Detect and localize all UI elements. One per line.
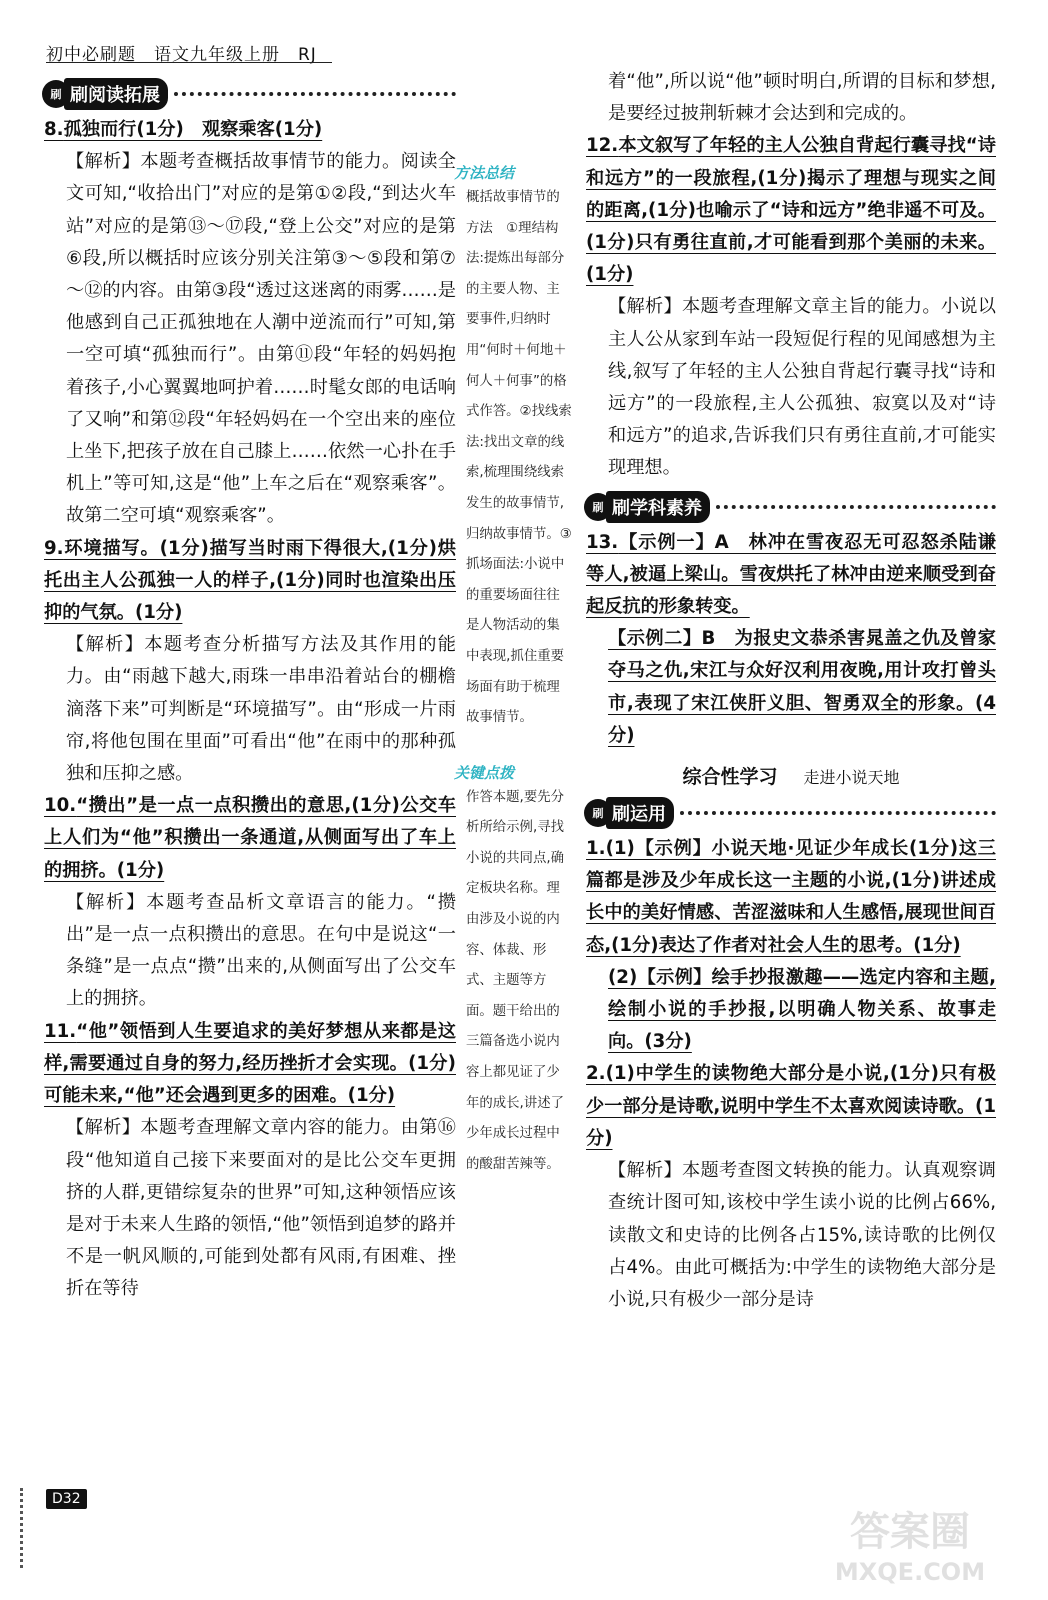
q1-part2: (2)【示例】绘手抄报激趣——选定内容和主题,绘制小说的手抄报,以明确人物关系、故事走向。(3分): [608, 966, 996, 1053]
q2-answer: 2.(1)中学生的读物绝大部分是小说,(1分)只有极少一部分是诗歌,说明中学生不太喜欢阅读诗歌。(1分): [586, 1063, 996, 1149]
q11-analysis: 【解析】本题考查理解文章内容的能力。由第⑯段“他知道自己接下来要面对的是比公交车更拥挤的人群,更错综复杂的世界”可知,这种领悟应该是对于未来人生路的领悟,“他”领悟到追梦的路并不是一帆风顺的,可能到处都有风雨,有困难、挫折在等待: [66, 1117, 456, 1300]
q12-answer: 12.本文叙写了年轻的主人公独自背起行囊寻找“诗和远方”的一段旅程,(1分)揭示了理想与现实之间的距离,(1分)也喻示了“诗和远方”绝非遥不可及。(1分)只有勇往直前,才可能看到那个美丽的未来。(1分): [586, 135, 996, 286]
q13-example-two: 【示例二】B 为报史文恭杀害晁盖之仇及曾家夺马之仇,宋江与众好汉利用夜晚,用计攻打曾头市,表现了宋江侠肝义胆、智勇双全的形象。(4分): [608, 628, 996, 746]
q10-analysis: 【解析】本题考查品析文章语言的能力。“攒出”是一点一点积攒出的意思。在句中是说这“一条缝”是一点点“攒”出来的,从侧面写出了公交车上的拥挤。: [66, 891, 456, 1010]
method-summary-text: 概括故事情节的方法 ①理结构法:提炼出每部分的主要人物、主要事件,归纳时用“何时＋何地＋何人＋何事”的格式作答。②找线索法:找出文章的线索,梳理围绕线索发生的故事情节,归纳故事情节。③抓场面法:小说中的重要场面往往是人物活动的集中表现,抓住重要场面有助于梳理故事情节。: [466, 190, 572, 726]
right-column: [586, 66, 996, 1316]
method-summary-heading: 方法总结: [454, 164, 515, 182]
q2-analysis: 【解析】本题考查图文转换的能力。认真观察调查统计图可知,该校中学生读小说的比例占66%,读散文和史诗的比例各占15%,读诗歌的比例仅占4%。由此可概括为:中学生的读物绝大部分是小说,只有极少一部分是诗: [608, 1160, 996, 1310]
q8-analysis: 【解析】本题考查概括故事情节的能力。阅读全文可知,“收拾出门”对应的是第①②段,“到达火车站”对应的是第⑬～⑰段,“登上公交”对应的是第⑥段,所以概括时应该分别关注第③～⑤段和第⑦～⑫的内容。由第③段“透过这迷离的雨雾……是他感到自己正孤独地在人潮中逆流而行”可知,第一空可填“孤独而行”。由第⑪段“年轻的妈妈抱着孩子,小心翼翼地呵护着……时髦女郎的电话响了又响”和第⑫段“年轻妈妈在一个空出来的座位上坐下,把孩子放在自己膝上……依然一心扑在手机上”等可知,这是“他”上车之后在“观察乘客”。故第二空可填“观察乘客”。: [66, 151, 456, 527]
q13-example-one: 13.【示例一】A 林冲在雪夜忍无可忍怒杀陆谦等人,被逼上梁山。雪夜烘托了林冲由逆来顺受到奋起反抗的形象转变。: [586, 531, 996, 618]
q12-analysis: 【解析】本题考查理解文章主旨的能力。小说以主人公从家到车站一段短促行程的见闻感想为主线,叙写了年轻的主人公独自背起行囊寻找“诗和远方”的一段旅程,主人公孤独、寂寞以及对“诗和远方”的追求,告诉我们只有勇往直前,才可能实现理想。: [608, 296, 996, 479]
left-column: [44, 72, 456, 1306]
side-notes-column: [454, 162, 572, 1180]
watermark-url: MXQE.COM: [834, 1558, 986, 1586]
page-corner-dots: [20, 1488, 23, 1568]
tag-literacy-label: 刷学科素养: [606, 491, 710, 523]
watermark-text: 答案圈: [850, 1509, 970, 1555]
key-tips-text: 作答本题,要先分析所给示例,寻找小说的共同点,确定板块名称。理由涉及小说的内容、体裁、形式、主题等方面。题干给出的三篇备选小说内容上都见证了少年的成长,讲述了少年成长过程中的酸甜苦辣等。: [466, 789, 564, 1172]
q11-answer: 11.“他”领悟到人生要追求的美好梦想从来都是这样,需要通过自身的努力,经历挫折才会实现。(1分)可能未来,“他”还会遇到更多的困难。(1分): [44, 1020, 456, 1107]
tag-application: [584, 795, 996, 831]
dotted-rule: [680, 811, 996, 815]
section-title: [586, 762, 996, 789]
watermark-logo: [820, 1500, 1000, 1590]
dotted-rule: [716, 505, 996, 509]
brush-badge-icon: 刷: [584, 493, 612, 521]
q10-answer: 10.“攒出”是一点一点积攒出的意思,(1分)公交车上人们为“他”积攒出一条通道,从侧面写出了车上的拥挤。(1分): [44, 795, 456, 881]
brush-badge-icon: 刷: [584, 799, 612, 827]
tag-application-label: 刷运用: [606, 797, 674, 829]
q11-analysis-continued: 着“他”,所以说“他”顿时明白,所谓的目标和梦想,是要经过披荆斩棘才会达到和完成的。: [608, 71, 996, 125]
tag-reading-label: 刷阅读拓展: [64, 78, 168, 110]
tag-literacy: [584, 489, 996, 525]
q9-analysis: 【解析】本题考查分析描写方法及其作用的能力。由“雨越下越大,雨珠一串串沿着站台的棚檐滴落下来”可判断是“环境描写”。由“形成一片雨帘,将他包围在里面”可看出“他”在雨中的那种孤独和压抑之感。: [66, 634, 456, 785]
tag-reading: [42, 76, 456, 112]
page-number: D32: [46, 1489, 87, 1509]
dotted-rule: [174, 92, 456, 96]
q8-answer: 8.孤独而行(1分) 观察乘客(1分): [44, 119, 323, 140]
q9-answer: 9.环境描写。(1分)描写当时雨下得很大,(1分)烘托出主人公孤独一人的样子,(1分)同时也渲染出压抑的气氛。(1分): [44, 537, 456, 624]
q1-part1: 1.(1)【示例】小说天地·见证少年成长(1分)这三篇都是涉及少年成长这一主题的小说,(1分)讲述成长中的美好情感、苦涩滋味和人生感悟,展现世间百态,(1分)表达了作者对社会人生的思考。(1分): [586, 838, 996, 956]
header-rule: [46, 62, 332, 63]
brush-badge-icon: 刷: [42, 80, 70, 108]
section-title-sub: 走进小说天地: [803, 768, 900, 788]
section-title-main: 综合性学习: [682, 766, 778, 789]
book-header: 初中必刷题 语文九年级上册 RJ: [46, 45, 317, 65]
key-tips-heading: 关键点拨: [454, 763, 515, 782]
